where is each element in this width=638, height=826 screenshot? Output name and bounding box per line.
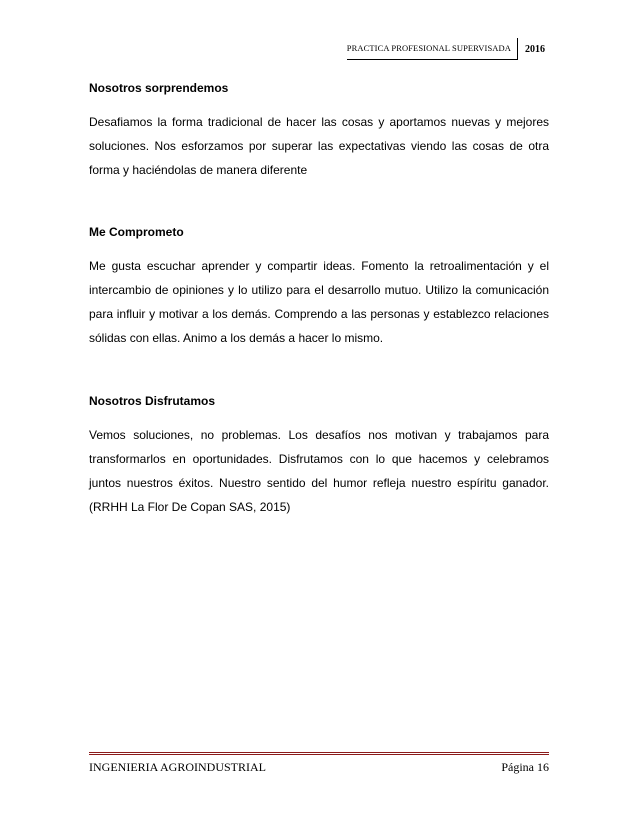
section-paragraph: Me gusta escuchar aprender y compartir ideas. Fomento la retroalimentación y el intercambio de opiniones y lo utilizo para el desarrollo mutuo. Utilizo la comunicación para influir y motivar a los demás. Comprendo a las personas y establezco relaciones sólidas con ellas. Animo a los demás a hacer lo mismo. [89,259,549,345]
section-heading: Nosotros sorprendemos [89,81,229,95]
footer-program: INGENIERIA AGROINDUSTRIAL [89,760,266,774]
section-heading: Me Comprometo [89,225,184,239]
footer-page-number: Página 16 [501,760,549,774]
section-comprometo [89,224,549,350]
header-title: PRACTICA PROFESIONAL SUPERVISADA [347,38,517,60]
section-paragraph: Desafiamos la forma tradicional de hacer las cosas y aportamos nuevas y mejores soluciones. Nos esforzamos por superar las expectativas viendo las cosas de otra forma y haciéndolas de manera diferente [89,115,549,177]
page-header [347,38,545,60]
section-disfrutamos [89,393,549,519]
section-sorprendemos [89,80,549,182]
section-heading: Nosotros Disfrutamos [89,394,216,408]
section-paragraph: Vemos soluciones, no problemas. Los desafíos nos motivan y trabajamos para transformarlos en oportunidades. Disfrutamos con lo que hacemos y celebramos juntos nuestros éxitos. Nuestro sentido del humor refleja nuestro espíritu ganador. (RRHH La Flor De Copan SAS, 2015) [89,428,549,514]
header-year: 2016 [525,44,545,55]
page-footer [89,752,549,775]
